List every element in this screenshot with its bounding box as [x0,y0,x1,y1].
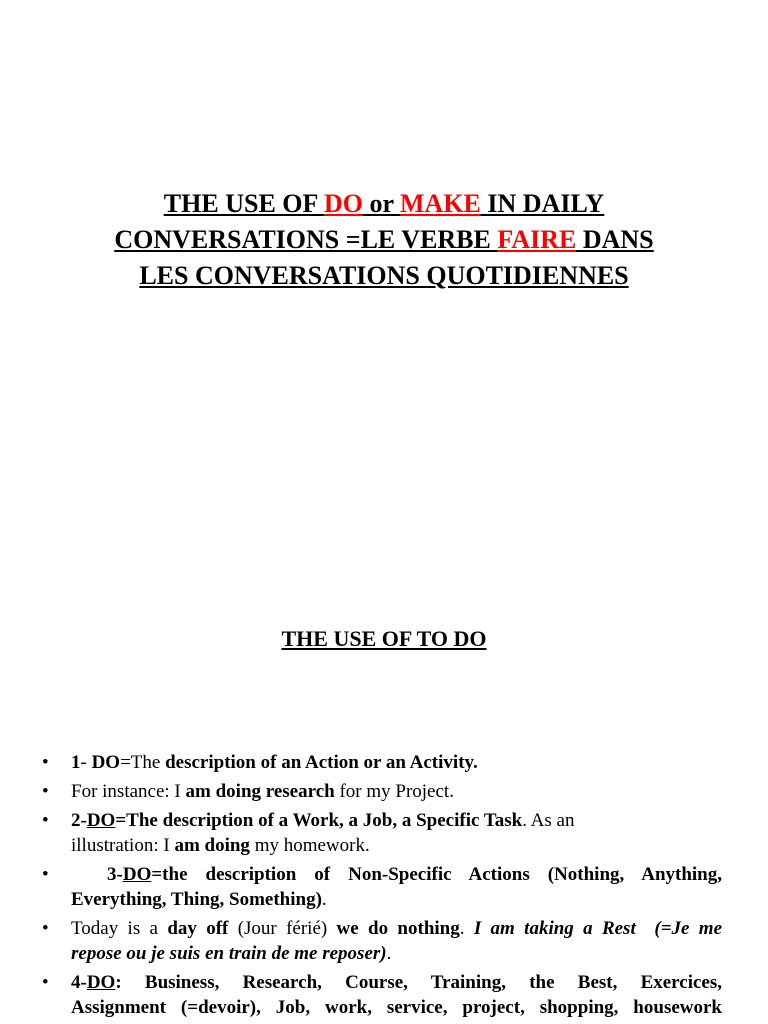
section-heading: THE USE OF TO DO [281,626,487,651]
title-line-3: LES CONVERSATIONS QUOTIDIENNES [139,261,629,290]
title-line-1: THE USE OF DO or MAKE IN DAILY [163,189,605,218]
bullet-icon: • [42,810,49,831]
bullet-icon: • [42,972,49,993]
list-item: • 2-DO=The description of a Work, a Job, a Specific Task. As an illustration: I am doing my homework. [42,810,575,856]
bullet-icon: • [42,864,49,885]
bullet-list [40,750,722,1024]
list-item: • 3-DO=the description of Non-Specific Actions (Nothing, Anything, Everything, Thing, Something). [42,864,723,910]
list-item: • For instance: I am doing research for my Project. [42,781,454,802]
title-make: MAKE [400,189,481,218]
list-item: • Today is a day off (Jour férié) we do nothing. I am taking a Rest (=Je me repose ou je suis en train de me reposer). [42,918,723,964]
list-item: • 1- DO=The description of an Action or an Activity. [42,752,478,773]
bullet-icon: • [42,752,49,773]
list-item: • 4-DO: Business, Research, Course, Training, the Best, Exercices, Assignment (=devoir), Job, work, service, project, shopping, housework [42,972,722,1018]
title-do: DO [323,189,363,218]
page-title [40,186,728,294]
bullet-icon: • [42,781,49,802]
title-faire: FAIRE [497,225,577,254]
title-line-2: CONVERSATIONS =LE VERBE FAIRE DANS [114,225,654,254]
bullet-icon: • [42,918,49,939]
